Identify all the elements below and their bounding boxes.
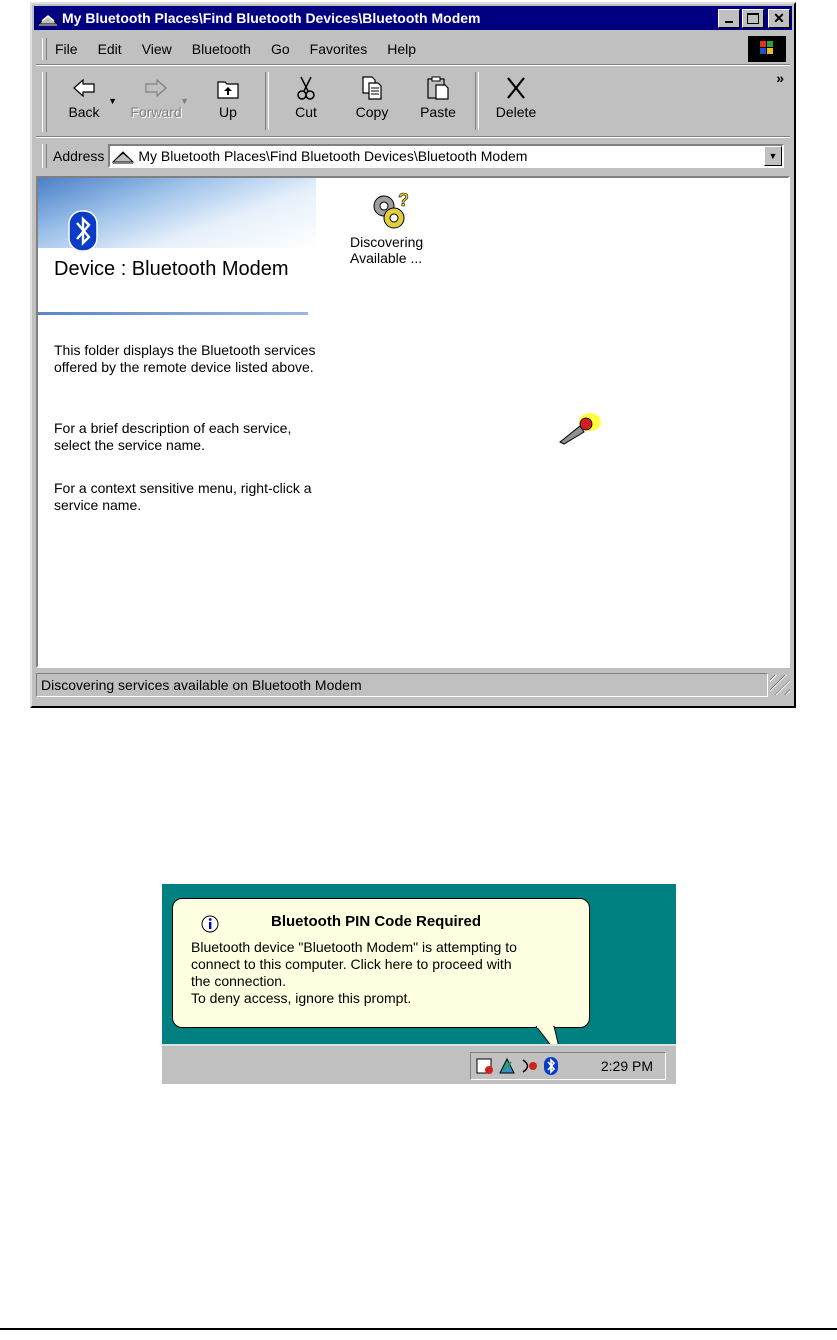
minimize-button[interactable] [718,9,740,28]
pane-description: This folder displays the Bluetooth services offered by the remote device listed above. [54,342,316,375]
address-label: Address [53,148,105,164]
cut-label: Cut [295,104,317,120]
up-button[interactable] [199,68,257,120]
page-divider [0,1328,837,1330]
toolbar-more-chevron-icon[interactable]: » [776,70,784,86]
address-bar [36,140,790,172]
standard-toolbar [36,68,790,137]
menu-bluetooth[interactable]: Bluetooth [191,41,251,57]
cut-button[interactable] [277,68,335,120]
item-label: Discovering Available ... [350,234,424,266]
bluetooth-icon [68,210,98,252]
back-label: Back [68,104,100,120]
taskbar [162,1044,676,1084]
title-bar[interactable] [34,6,792,30]
windows-logo [748,36,786,62]
copy-button[interactable] [343,68,401,120]
forward-dropdown-icon[interactable]: ▼ [180,96,189,106]
minimize-icon [725,21,733,23]
list-item[interactable] [350,190,446,266]
folder-view [36,176,790,668]
clock[interactable]: 2:29 PM [600,1058,653,1074]
status-text: Discovering services available on Bluetooth Modem [36,673,768,697]
volume-icon[interactable] [519,1056,539,1076]
up-label: Up [219,104,237,120]
paste-label: Paste [420,104,456,120]
bluetooth-places-icon [112,147,134,165]
addressbar-grip[interactable] [42,144,47,168]
copy-label: Copy [355,104,389,120]
menu-bar [36,34,790,65]
resize-grip-icon[interactable] [770,675,790,695]
delete-x-icon [502,74,530,102]
back-button[interactable] [55,68,117,120]
menu-view[interactable]: View [141,41,172,57]
up-folder-icon [214,74,242,102]
device-title: Device : Bluetooth Modem [54,258,289,280]
notification-line: connect to this computer. Click here to proceed with [191,956,512,972]
menu-favorites[interactable]: Favorites [309,41,368,57]
menu-help[interactable]: Help [387,41,417,57]
copy-icon [358,74,386,102]
discovering-icon [368,190,416,234]
maximize-button[interactable] [742,9,764,28]
toolbar-separator [265,72,269,130]
bluetooth-tray-icon[interactable] [541,1056,561,1076]
close-icon: ✕ [773,10,785,26]
delete-label: Delete [495,104,537,120]
network-icon[interactable] [497,1056,517,1076]
title-divider [38,312,308,315]
back-arrow-icon [70,74,98,102]
notification-balloon[interactable] [172,898,590,1028]
delete-button[interactable] [487,68,545,120]
explorer-window [30,2,796,708]
menu-go[interactable]: Go [270,41,290,57]
pane-help-context: For a context sensitive menu, right-click a service name. [54,480,312,513]
address-value: My Bluetooth Places\Find Bluetooth Devices\Bluetooth Modem [138,148,528,164]
address-input[interactable] [108,144,784,168]
paste-icon [424,74,452,102]
close-button[interactable] [768,9,790,28]
bluetooth-places-icon [38,9,58,27]
forward-label: Forward [130,104,182,120]
svg-text:?: ? [398,190,409,210]
info-icon [201,915,219,933]
windows-flag-icon [748,36,786,62]
back-dropdown-icon[interactable]: ▼ [108,96,117,106]
pane-help-select: For a brief description of each service, select the service name. [54,420,292,453]
desktop-area [162,884,676,1084]
web-view-pane [38,178,316,666]
status-bar [36,672,790,698]
address-dropdown-icon[interactable]: ▼ [764,146,782,166]
maximize-icon [747,13,759,24]
notification-line: To deny access, ignore this prompt. [191,990,412,1006]
paste-button[interactable] [409,68,467,120]
searching-probe-icon [556,410,604,446]
scissors-icon [292,74,320,102]
menu-file[interactable]: File [55,41,78,57]
notification-body [191,939,581,1007]
menubar-grip[interactable] [42,38,47,60]
window-title: My Bluetooth Places\Find Bluetooth Devices\Bluetooth Modem [62,10,481,26]
forward-button[interactable] [127,68,189,120]
system-tray [470,1052,666,1080]
notification-title: Bluetooth PIN Code Required [271,913,481,930]
scheduler-icon[interactable] [475,1056,495,1076]
notification-line: Bluetooth device "Bluetooth Modem" is attempting to [191,939,517,955]
notification-line: the connection. [191,973,286,989]
toolbar-grip[interactable] [42,72,47,132]
forward-arrow-icon [142,74,170,102]
menu-edit[interactable]: Edit [97,41,122,57]
toolbar-separator-2 [475,72,479,130]
